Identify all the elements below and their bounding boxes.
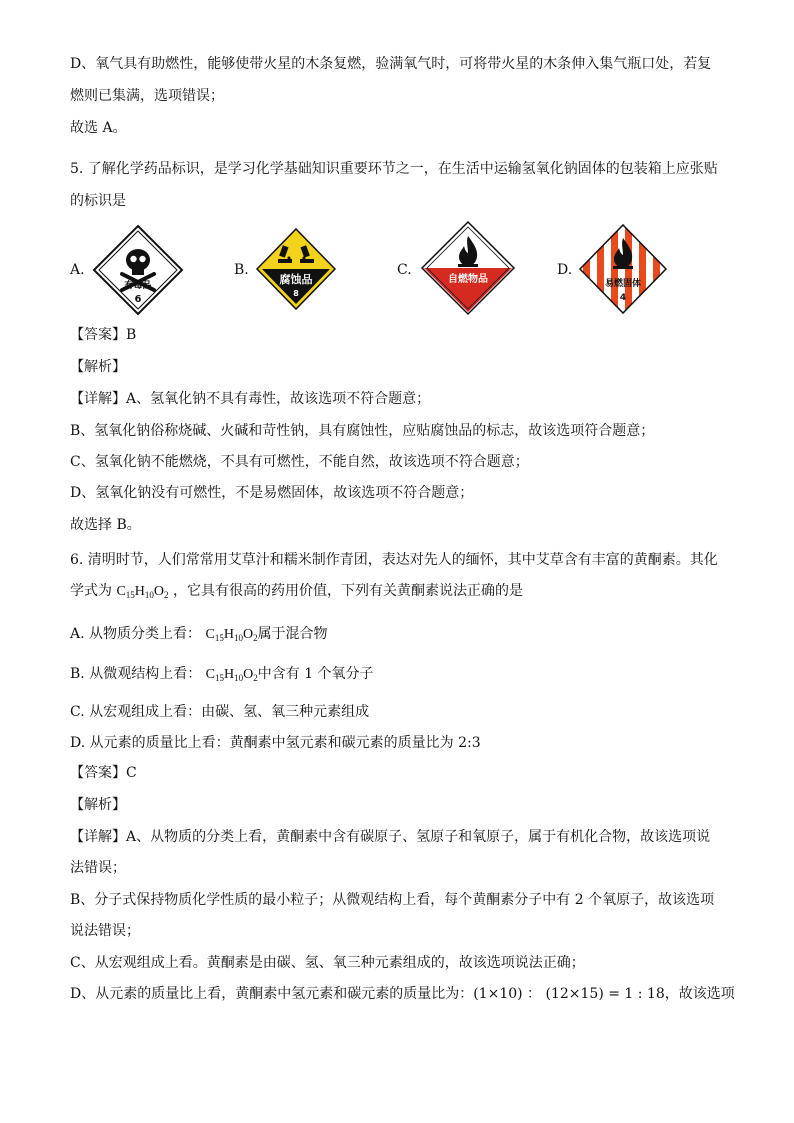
q4-option-d-line1: D、氧气具有助燃性，能够使带火星的木条复燃，验满氧气时，可将带火星的木条伸入集气瓶口处，若复 bbox=[70, 56, 712, 72]
toxic-class-number: 6 bbox=[134, 294, 142, 305]
q6-option-c: C. 从宏观组成上看：由碳、氢、氧三种元素组成 bbox=[70, 704, 370, 720]
q5-stem-line2: 的标识是 bbox=[70, 193, 126, 209]
q6-option-a: A. 从物质分类上看： $C_{15}H_{10}O_2$属于混合物 bbox=[70, 626, 328, 643]
q4-option-d-line2: 燃则已集满，选项错误； bbox=[70, 88, 224, 104]
q6-option-d: D. 从元素的质量比上看：黄酮素中氢元素和碳元素的质量比为 2:3 bbox=[70, 735, 481, 751]
q6-detail-c: C、从宏观组成上看。黄酮素是由碳、氢、氧三种元素组成的，故该选项说法正确； bbox=[70, 955, 585, 971]
q5-option-d-label: D. bbox=[557, 262, 573, 278]
q6-stem-line1: 6. 清明时节，人们常常用艾草汁和糯米制作青团，表达对先人的缅怀，其中艾草含有丰富的黄酮素。其化 bbox=[70, 552, 718, 568]
corrosive-sign-text: 腐蚀品 bbox=[279, 273, 313, 286]
corrosive-sign bbox=[256, 228, 336, 310]
chemical-formula: $C_{15}H_{10}O_2$ bbox=[205, 667, 258, 683]
q5-detail-a: 【详解】A、氢氧化钠不具有毒性，故该选项不符合题意； bbox=[70, 391, 431, 407]
q5-detail-d: D、氢氧化钠没有可燃性，不是易燃固体，故该选项不符合题意； bbox=[70, 485, 474, 501]
q5-answer: 【答案】B bbox=[70, 327, 137, 343]
q6-stem-suffix: ，它具有很高的药用价值，下列有关黄酮素说法正确的是 bbox=[173, 583, 523, 599]
corrosive-class-number: 8 bbox=[293, 289, 299, 298]
q5-option-a-label: A. bbox=[70, 262, 85, 278]
toxic-sign bbox=[92, 224, 184, 316]
q6-analysis-title: 【解析】 bbox=[70, 797, 126, 813]
q6-stem-prefix: 学式为 bbox=[70, 583, 112, 599]
q5-detail-c: C、氢氧化钠不能燃烧，不具有可燃性，不能自然，故该选项不符合题意； bbox=[70, 454, 529, 470]
q5-option-b-label: B. bbox=[234, 262, 249, 278]
q5-stem-line1: 5. 了解化学药品标识，是学习化学基础知识重要环节之一，在生活中运输氢氧化钠固体的包装箱上应张贴 bbox=[70, 161, 718, 177]
chemical-formula: $C_{15}H_{10}O_2$ bbox=[205, 627, 258, 643]
q5-detail-b: B、氢氧化钠俗称烧碱、火碱和苛性钠，具有腐蚀性，应贴腐蚀品的标志，故该选项符合题意； bbox=[70, 423, 655, 439]
q5-analysis-title: 【解析】 bbox=[70, 359, 126, 375]
q6-detail-d: D、从元素的质量比上看，黄酮素中氢元素和碳元素的质量比为：(1×10) ： (12×15) = 1 : 18，故该选项 bbox=[70, 986, 735, 1002]
toxic-sign-text: 有毒品 bbox=[124, 281, 152, 291]
q6-detail-a-line1: 【详解】A、从物质的分类上看，黄酮素中含有碳原子、氢原子和氧原子，属于有机化合物，故该选项说 bbox=[70, 829, 711, 845]
q5-option-c-label: C. bbox=[397, 262, 412, 278]
flammable-solid-sign bbox=[579, 224, 667, 314]
flammable-solid-sign-text: 易燃固体 bbox=[604, 279, 642, 289]
flammable-solid-class-number: 4 bbox=[619, 293, 627, 303]
spontaneous-combustion-sign-text: 自燃物品 bbox=[448, 274, 488, 285]
q6-stem-line2 bbox=[70, 581, 730, 605]
q6-option-b: B. 从微观结构上看： $C_{15}H_{10}O_2$中含有 1 个氧分子 bbox=[70, 666, 374, 683]
q6-answer: 【答案】C bbox=[70, 765, 137, 781]
q6-detail-b-line2: 说法错误； bbox=[70, 923, 140, 939]
q5-conclusion: 故选择 B。 bbox=[70, 517, 141, 533]
q4-conclusion: 故选 A。 bbox=[70, 120, 127, 136]
spontaneous-combustion-sign bbox=[420, 220, 516, 316]
q6-detail-b-line1: B、分子式保持物质化学性质的最小粒子；从微观结构上看，每个黄酮素分子中有 2 个氧原子，故该选项 bbox=[70, 892, 715, 908]
chemical-formula: $C_{15}H_{10}O_2$ bbox=[116, 584, 169, 600]
q6-detail-a-line2: 法错误； bbox=[70, 860, 126, 876]
